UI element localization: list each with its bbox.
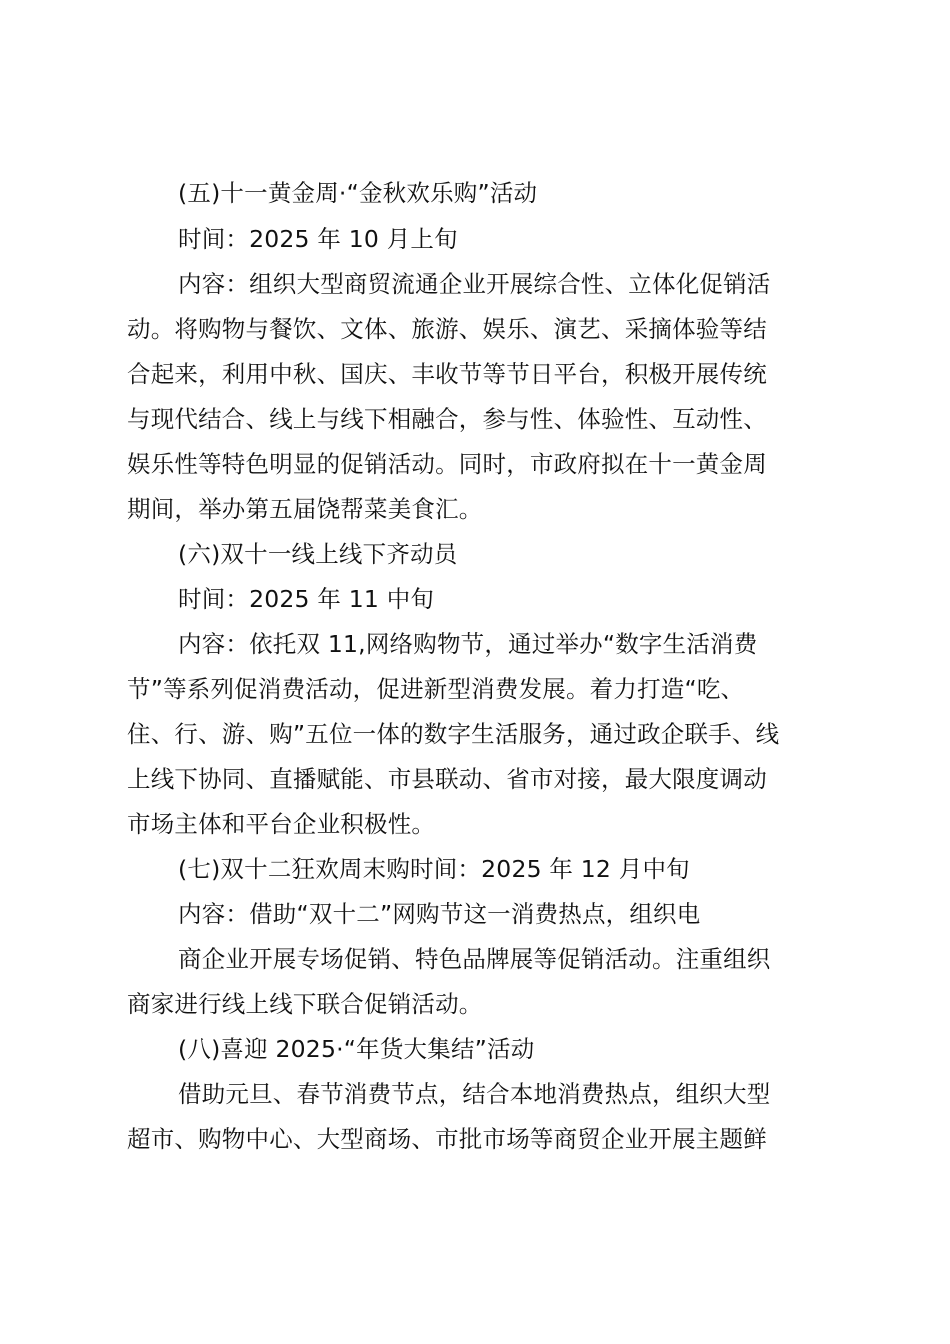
section-6-content-line-2: 节”等系列促消费活动，促进新型消费发展。着力打造“吃、 bbox=[127, 675, 745, 703]
section-6-content-line-3: 住、行、游、购”五位一体的数字生活服务，通过政企联手、线 bbox=[127, 720, 780, 748]
section-6-time: 时间：2025 年 11 中旬 bbox=[178, 585, 435, 613]
section-5-content-line-2: 动。将购物与餐饮、文体、旅游、娱乐、演艺、采摘体验等结 bbox=[127, 315, 767, 343]
section-heading-7: (七)双十二狂欢周末购时间：2025 年 12 月中旬 bbox=[178, 855, 690, 883]
section-heading-5: (五)十一黄金周·“金秋欢乐购”活动 bbox=[178, 179, 538, 207]
section-7-content-line-3: 商家进行线上线下联合促销活动。 bbox=[127, 990, 483, 1018]
section-6-content-line-5: 市场主体和平台企业积极性。 bbox=[127, 810, 436, 838]
section-8-content-line-1: 借助元旦、春节消费节点，结合本地消费热点，组织大型 bbox=[178, 1080, 771, 1108]
section-heading-6: (六)双十一线上线下齐动员 bbox=[178, 540, 458, 568]
section-5-content-line-1: 内容：组织大型商贸流通企业开展综合性、立体化促销活 bbox=[178, 270, 771, 298]
section-5-content-line-5: 娱乐性等特色明显的促销活动。同时，市政府拟在十一黄金周 bbox=[127, 450, 767, 478]
section-heading-8: (八)喜迎 2025·“年货大集结”活动 bbox=[178, 1035, 535, 1063]
section-7-content-line-1: 内容：借助“双十二”网购节这一消费热点，组织电 bbox=[178, 900, 701, 928]
section-5-content-line-6: 期间，举办第五届饶帮菜美食汇。 bbox=[127, 495, 483, 523]
section-5-time: 时间：2025 年 10 月上旬 bbox=[178, 225, 458, 253]
section-5-content-line-3: 合起来，利用中秋、国庆、丰收节等节日平台，积极开展传统 bbox=[127, 360, 767, 388]
section-6-content-line-4: 上线下协同、直播赋能、市县联动、省市对接，最大限度调动 bbox=[127, 765, 767, 793]
section-5-content-line-4: 与现代结合、线上与线下相融合，参与性、体验性、互动性、 bbox=[127, 405, 767, 433]
section-7-content-line-2: 商企业开展专场促销、特色品牌展等促销活动。注重组织 bbox=[178, 945, 771, 973]
section-6-content-line-1: 内容：依托双 11,网络购物节，通过举办“数字生活消费 bbox=[178, 630, 758, 658]
section-8-content-line-2: 超市、购物中心、大型商场、市批市场等商贸企业开展主题鲜 bbox=[127, 1125, 767, 1153]
